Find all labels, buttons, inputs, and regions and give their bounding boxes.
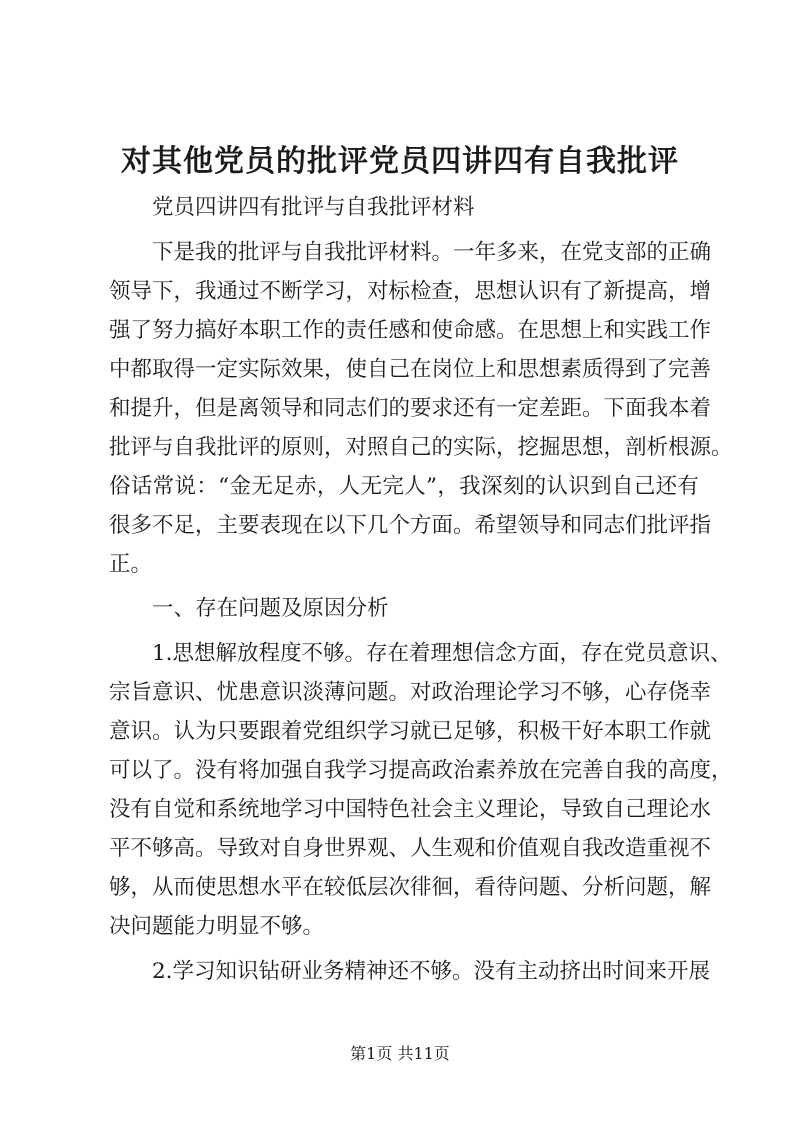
text-line: 中都取得一定实际效果，使自己在岗位上和思想素质得到了完善 [109, 357, 712, 382]
text-line: 决问题能力明显不够。 [109, 914, 325, 939]
text-line: 下是我的批评与自我批评材料。一年多来，在党支部的正确 [152, 240, 712, 265]
text-line: 2.学习知识钻研业务精神还不够。没有主动挤出时间来开展 [152, 959, 711, 984]
text-line: 可以了。没有将加强自我学习提高政治素养放在完善自我的高度， [109, 758, 733, 783]
text-line: 够，从而使思想水平在较低层次徘徊，看待问题、分析问题，解 [109, 875, 712, 900]
section-heading: 一、存在问题及原因分析 [152, 596, 389, 621]
text-line: 没有自觉和系统地学习中国特色社会主义理论，导致自己理论水 [109, 797, 712, 822]
text-line: 俗话常说：“金无足赤，人无完人”，我深刻的认识到自己还有 [109, 474, 699, 499]
text-line: 领导下，我通过不断学习，对标检查，思想认识有了新提高，增 [109, 279, 712, 304]
text-line: 强了努力搞好本职工作的责任感和使命感。在思想上和实践工作 [109, 318, 712, 343]
text-line: 批评与自我批评的原则，对照自己的实际，挖掘思想，剖析根源。 [109, 435, 733, 460]
page-title: 对其他党员的批评党员四讲四有自我批评 [121, 144, 679, 179]
text-line: 1.思想解放程度不够。存在着理想信念方面，存在党员意识、 [152, 641, 732, 666]
text-line: 正。 [109, 552, 153, 577]
page-footer: 第1页 共11页 [350, 1044, 450, 1063]
text-line: 平不够高。导致对自身世界观、人生观和价值观自我改造重视不 [109, 836, 712, 861]
text-line: 很多不足，主要表现在以下几个方面。希望领导和同志们批评指 [109, 513, 712, 538]
text-line: 意识。认为只要跟着党组织学习就已足够，积极干好本职工作就 [109, 719, 712, 744]
text-line: 和提升，但是离领导和同志们的要求还有一定差距。下面我本着 [109, 396, 712, 421]
subtitle-line: 党员四讲四有批评与自我批评材料 [152, 195, 475, 220]
text-line: 宗旨意识、忧患意识淡薄问题。对政治理论学习不够，心存侥幸 [109, 680, 712, 705]
